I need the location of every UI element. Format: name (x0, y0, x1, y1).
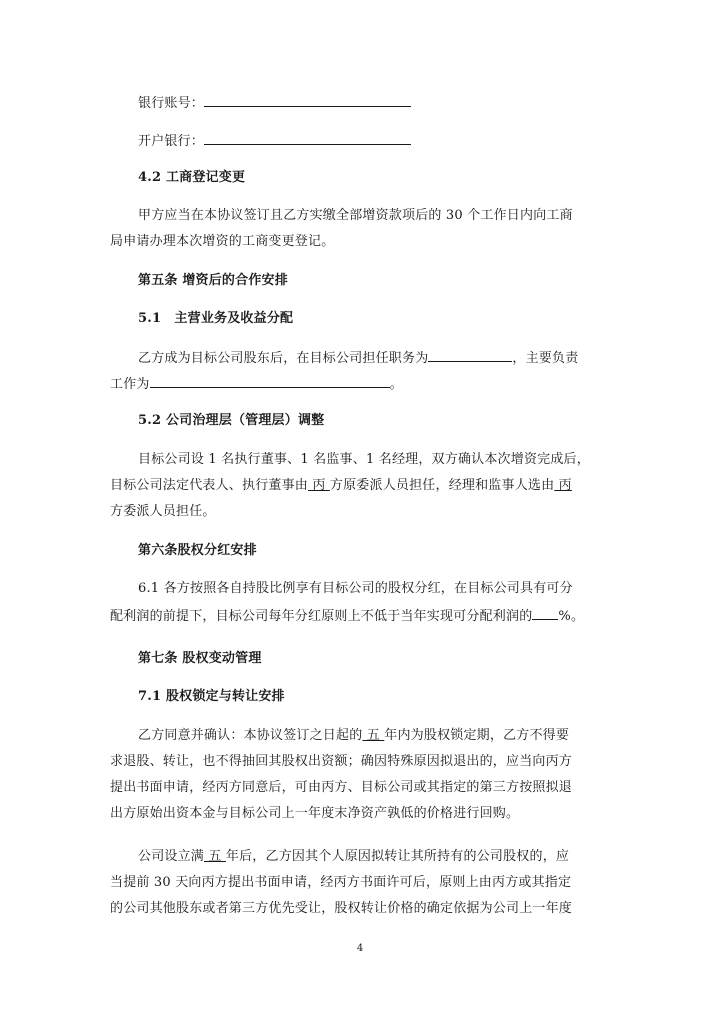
article-7-heading: 第七条 股权变动管理 (138, 651, 262, 666)
dividend-percent-blank (532, 606, 558, 620)
party-underlined-1: 丙 (308, 478, 330, 493)
bank-account-line (138, 93, 615, 112)
article-6-text-line-2 (110, 606, 615, 625)
section-5-2-text-a: 目标公司法定代表人、执行董事由 (110, 478, 309, 493)
bank-name-label: 开户银行： (138, 134, 205, 149)
section-7-1-heading: 7.1 股权锁定与转让安排 (138, 689, 285, 704)
article-6-heading: 第六条股权分红安排 (138, 543, 257, 558)
article-6-text-a: 配利润的前提下，目标公司每年分红原则上不低于当年实现可分配利润的 (110, 609, 533, 624)
section-7-1-para-b-line-3: 的公司其他股东或者第三方优先受让，股权转让价格的确定依据为公司上一年度 (110, 901, 573, 916)
section-5-1-text-b: ，主要负责 (512, 351, 579, 366)
party-underlined-2: 丙 (554, 478, 572, 493)
duties-blank (150, 374, 390, 388)
bank-account-blank (204, 93, 411, 107)
section-5-2-text-line-1: 目标公司设 1 名执行董事、1 名监事、1 名经理，双方确认本次增资完成后， (138, 452, 590, 467)
bank-name-line (138, 131, 615, 150)
setup-years-underlined: 五 (204, 849, 226, 864)
para-b-text-a: 公司设立满 (138, 849, 205, 864)
position-blank (428, 348, 512, 362)
article-6-text-line-1: 6.1 各方按照各自持股比例享有目标公司的股权分红，在目标公司具有可分 (138, 581, 573, 596)
para-a-text-b: 年内为股权锁定期，乙方不得要 (384, 728, 570, 743)
section-7-1-para-a-line-1 (138, 727, 615, 744)
section-5-1-heading: 5.1 主营业务及收益分配 (138, 311, 294, 326)
section-4-2-heading: 4.2 工商登记变更 (138, 170, 246, 185)
section-7-1-para-a-line-4: 出方原始出资本金与目标公司上一年度末净资产孰低的价格进行回购。 (110, 806, 520, 821)
bank-name-blank (204, 131, 411, 145)
lock-years-underlined: 五 (362, 728, 385, 743)
para-a-text-a: 乙方同意并确认：本协议签订之日起的 (138, 728, 363, 743)
section-5-1-text-d: 。 (389, 377, 403, 392)
section-5-1-text-line-1 (138, 348, 615, 367)
section-7-1-para-a-line-2: 求退股、转让，也不得抽回其股权出资额；确因特殊原因拟退出的，应当向丙方 (110, 754, 573, 769)
section-7-1-para-b-line-1 (138, 848, 615, 865)
section-5-2-text-line-2 (110, 477, 615, 494)
article-6-text-b: %。 (558, 609, 585, 624)
section-5-2-text-b: 方原委派人员担任，经理和监事人选由 (329, 478, 555, 493)
section-4-2-text-line-2: 局申请办理本次增资的工商变更登记。 (110, 234, 335, 249)
article-5-heading: 第五条 增资后的合作安排 (138, 273, 288, 288)
section-5-1-text-a: 乙方成为目标公司股东后，在目标公司担任职务为 (138, 351, 429, 366)
section-5-2-heading: 5.2 公司治理层（管理层）调整 (138, 413, 325, 428)
section-5-1-text-line-2 (110, 374, 615, 393)
page-number: 4 (356, 943, 364, 954)
bank-account-label: 银行账号： (138, 96, 205, 111)
section-7-1-para-a-line-3: 提出书面申请，经丙方同意后，可由丙方、目标公司或其指定的第三方按照拟退 (110, 780, 573, 795)
section-5-2-text-line-3: 方委派人员担任。 (110, 504, 216, 519)
section-7-1-para-b-line-2: 当提前 30 天向丙方提出书面申请，经丙方书面许可后，原则上由丙方或其指定 (110, 875, 572, 890)
para-b-text-b: 年后，乙方因其个人原因拟转让其所持有的公司股权的，应 (225, 849, 570, 864)
section-5-1-text-c: 工作为 (110, 377, 150, 392)
section-4-2-text-line-1: 甲方应当在本协议签订且乙方实缴全部增资款项后的 30 个工作日内向工商 (138, 208, 573, 223)
